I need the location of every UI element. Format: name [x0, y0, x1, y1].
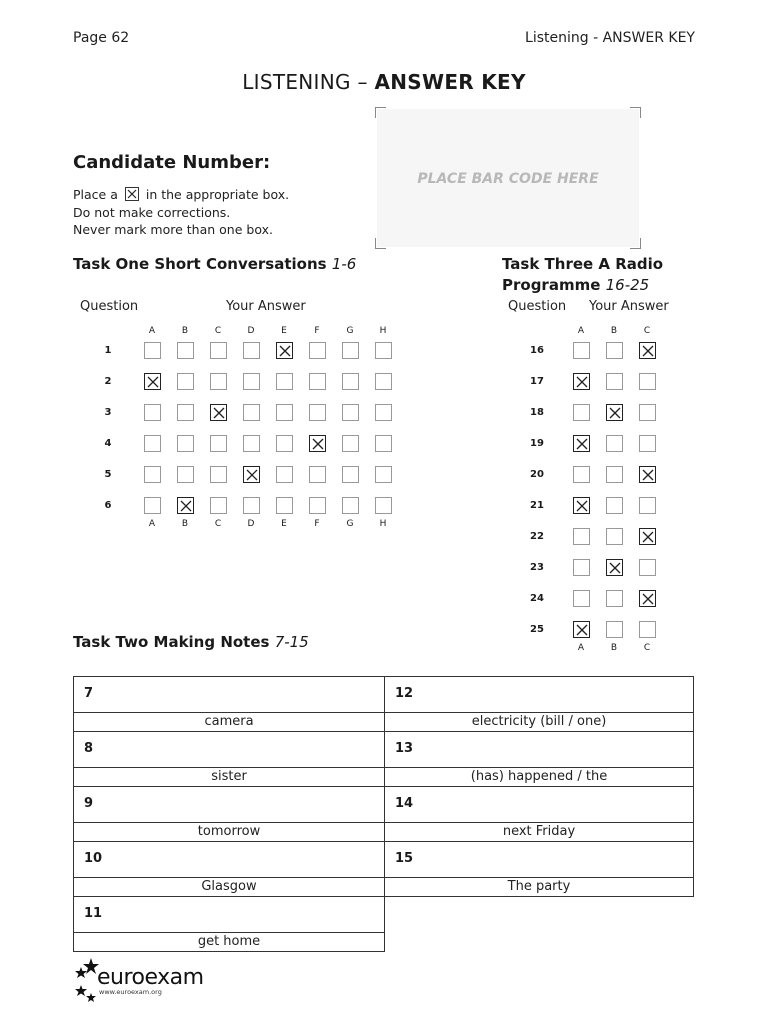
task-one-answer-box-q5-h[interactable]	[375, 466, 392, 483]
task-one-answer-box-q2-a[interactable]	[144, 373, 161, 390]
stars-icon	[73, 957, 99, 1005]
task-one-answer-box-q5-b[interactable]	[177, 466, 194, 483]
task-three-option-label-b: B	[610, 643, 618, 653]
notes-item-9	[73, 786, 385, 842]
notes-answer-field[interactable]: camera	[74, 712, 384, 731]
task-one-answer-box-q1-a[interactable]	[144, 342, 161, 359]
task-one-answer-box-q3-h[interactable]	[375, 404, 392, 421]
task-one-question-number: 3	[104, 407, 112, 418]
task-three-answer-box-q24-b[interactable]	[606, 590, 623, 607]
x-mark-icon	[574, 436, 590, 452]
notes-item-number: 14	[395, 796, 414, 811]
task-one-answer-box-q1-c[interactable]	[210, 342, 227, 359]
notes-answer-field[interactable]: The party	[385, 877, 693, 896]
barcode-placeholder: PLACE BAR CODE HERE	[417, 171, 599, 187]
notes-item-number: 8	[84, 741, 94, 756]
task-three-question-number: 18	[530, 407, 544, 418]
task-three-answer-box-q24-c[interactable]	[639, 590, 656, 607]
notes-item-number: 13	[395, 741, 414, 756]
task-three-question-number: 19	[530, 438, 544, 449]
task-three-answer-box-q19-c[interactable]	[639, 435, 656, 452]
x-mark-icon	[640, 343, 656, 359]
task-one-question-number: 4	[104, 438, 112, 449]
task-one-answer-box-q1-e[interactable]	[276, 342, 293, 359]
task-one-answer-box-q2-e[interactable]	[276, 373, 293, 390]
task-one-answer-box-q4-b[interactable]	[177, 435, 194, 452]
task-three-answer-box-q24-a[interactable]	[573, 590, 590, 607]
task-three-answer-box-q19-a[interactable]	[573, 435, 590, 452]
logo-url: www.euroexam.org	[99, 988, 162, 996]
notes-answer-field[interactable]: tomorrow	[74, 822, 384, 841]
task-three-answer-box-q18-b[interactable]	[606, 404, 623, 421]
task-three-question-label: Question	[508, 299, 567, 314]
task-one-answer-box-q5-c[interactable]	[210, 466, 227, 483]
task-one-option-label-c: C	[214, 519, 222, 529]
logo-wordmark: euroexam	[97, 965, 204, 990]
task-one-option-label-c: C	[214, 326, 222, 336]
candidate-number-title: Candidate Number:	[73, 152, 271, 173]
task-one-answer-box-q4-h[interactable]	[375, 435, 392, 452]
notes-item-15	[384, 841, 694, 897]
x-mark-icon	[310, 436, 326, 452]
page-title	[0, 70, 768, 94]
notes-answer-field[interactable]: get home	[74, 932, 384, 951]
task-three-answer-box-q23-a[interactable]	[573, 559, 590, 576]
task-one-answer-box-q1-d[interactable]	[243, 342, 260, 359]
notes-item-13	[384, 731, 694, 787]
task-one-answer-box-q6-g[interactable]	[342, 497, 359, 514]
notes-item-number: 10	[84, 851, 103, 866]
task-three-option-label-c: C	[643, 326, 651, 336]
task-one-option-label-d: D	[247, 326, 255, 336]
x-mark-icon	[607, 560, 623, 576]
task-three-question-number: 23	[530, 562, 544, 573]
notes-item-10	[73, 841, 385, 897]
task-three-answer-label: Your Answer	[589, 299, 669, 314]
x-mark-icon	[178, 498, 194, 514]
task-one-answer-box-q5-g[interactable]	[342, 466, 359, 483]
x-mark-icon	[277, 343, 293, 359]
task-three-question-number: 24	[530, 593, 544, 604]
notes-item-number: 9	[84, 796, 94, 811]
task-one-answer-box-q6-b[interactable]	[177, 497, 194, 514]
task-one-option-label-h: H	[379, 326, 387, 336]
notes-item-number: 15	[395, 851, 414, 866]
task-one-answer-box-q4-f[interactable]	[309, 435, 326, 452]
instruction-line-2: Do not make corrections.	[73, 205, 231, 220]
task-three-answer-box-q17-b[interactable]	[606, 373, 623, 390]
euroexam-logo	[73, 957, 203, 1005]
x-mark-icon	[574, 498, 590, 514]
task-three-answer-box-q22-c[interactable]	[639, 528, 656, 545]
task-three-answer-box-q23-b[interactable]	[606, 559, 623, 576]
task-one-question-number: 5	[104, 469, 112, 480]
notes-item-8	[73, 731, 385, 787]
task-three-title: Task Three A Radio Programme 16-25	[502, 255, 664, 294]
task-two-title: Task Two Making Notes 7-15	[73, 633, 309, 651]
task-three-answer-box-q16-a[interactable]	[573, 342, 590, 359]
task-one-answer-box-q2-c[interactable]	[210, 373, 227, 390]
task-one-option-label-b: B	[181, 326, 189, 336]
task-one-question-label: Question	[80, 299, 139, 314]
task-three-answer-box-q20-b[interactable]	[606, 466, 623, 483]
task-three-answer-box-q20-a[interactable]	[573, 466, 590, 483]
instruction-line-3: Never mark more than one box.	[73, 222, 273, 237]
task-three-question-number: 16	[530, 345, 544, 356]
task-three-answer-box-q23-c[interactable]	[639, 559, 656, 576]
x-mark-icon	[574, 374, 590, 390]
task-three-answer-box-q21-c[interactable]	[639, 497, 656, 514]
task-one-answer-box-q2-h[interactable]	[375, 373, 392, 390]
task-three-question-number: 22	[530, 531, 544, 542]
x-mark-icon	[244, 467, 260, 483]
notes-item-number: 11	[84, 906, 103, 921]
task-three-option-label-a: A	[577, 326, 585, 336]
instruction-line-1: Place a in the appropriate box.	[73, 187, 290, 202]
task-three-answer-box-q22-b[interactable]	[606, 528, 623, 545]
task-one-answer-box-q1-b[interactable]	[177, 342, 194, 359]
task-one-answer-box-q3-f[interactable]	[309, 404, 326, 421]
task-three-option-label-b: B	[610, 326, 618, 336]
task-three-question-number: 25	[530, 624, 544, 635]
task-three-answer-box-q22-a[interactable]	[573, 528, 590, 545]
x-mark-icon	[640, 591, 656, 607]
task-three-answer-box-q16-c[interactable]	[639, 342, 656, 359]
task-one-answer-box-q4-c[interactable]	[210, 435, 227, 452]
task-one-option-label-g: G	[346, 519, 354, 529]
x-mark-icon	[145, 374, 161, 390]
task-one-answer-box-q5-d[interactable]	[243, 466, 260, 483]
section-label: Listening - ANSWER KEY	[525, 30, 695, 46]
task-three-question-number: 17	[530, 376, 544, 387]
task-one-answer-box-q6-e[interactable]	[276, 497, 293, 514]
task-one-answer-box-q3-g[interactable]	[342, 404, 359, 421]
x-mark-icon	[574, 622, 590, 638]
notes-answer-field[interactable]: (has) happened / the	[385, 767, 693, 786]
notes-item-number: 7	[84, 686, 94, 701]
task-one-answer-box-q4-d[interactable]	[243, 435, 260, 452]
task-one-option-label-g: G	[346, 326, 354, 336]
task-one-option-label-e: E	[281, 519, 287, 529]
task-one-answer-box-q5-a[interactable]	[144, 466, 161, 483]
task-three-answer-box-q25-c[interactable]	[639, 621, 656, 638]
task-one-question-number: 1	[104, 345, 112, 356]
task-one-option-label-e: E	[281, 326, 287, 336]
task-one-answer-box-q5-e[interactable]	[276, 466, 293, 483]
task-three-answer-box-q17-a[interactable]	[573, 373, 590, 390]
notes-item-14	[384, 786, 694, 842]
x-mark-icon	[640, 529, 656, 545]
notes-item-number: 12	[395, 686, 414, 701]
task-three-question-number: 21	[530, 500, 544, 511]
notes-item-7	[73, 676, 385, 732]
task-three-answer-box-q18-c[interactable]	[639, 404, 656, 421]
task-three-answer-box-q18-a[interactable]	[573, 404, 590, 421]
task-one-option-label-h: H	[379, 519, 387, 529]
task-one-answer-box-q2-b[interactable]	[177, 373, 194, 390]
task-three-option-label-a: A	[577, 643, 585, 653]
notes-item-11	[73, 896, 385, 952]
notes-answer-field[interactable]: sister	[74, 767, 384, 786]
task-one-title: Task One Short Conversations 1-6	[73, 255, 357, 273]
task-one-answer-box-q6-f[interactable]	[309, 497, 326, 514]
task-one-answer-box-q1-f[interactable]	[309, 342, 326, 359]
task-one-answer-label: Your Answer	[226, 299, 306, 314]
task-one-question-number: 6	[104, 500, 112, 511]
task-one-answer-box-q5-f[interactable]	[309, 466, 326, 483]
task-one-option-label-d: D	[247, 519, 255, 529]
task-three-answer-box-q25-b[interactable]	[606, 621, 623, 638]
task-one-answer-box-q3-a[interactable]	[144, 404, 161, 421]
task-one-answer-box-q1-g[interactable]	[342, 342, 359, 359]
task-three-answer-box-q21-b[interactable]	[606, 497, 623, 514]
task-one-option-label-b: B	[181, 519, 189, 529]
task-three-option-label-c: C	[643, 643, 651, 653]
task-three-answer-box-q16-b[interactable]	[606, 342, 623, 359]
task-one-answer-box-q1-h[interactable]	[375, 342, 392, 359]
task-one-option-label-a: A	[148, 519, 156, 529]
task-three-answer-box-q25-a[interactable]	[573, 621, 590, 638]
x-mark-icon	[607, 405, 623, 421]
task-one-option-label-a: A	[148, 326, 156, 336]
task-one-answer-box-q2-g[interactable]	[342, 373, 359, 390]
title-normal: LISTENING –	[242, 70, 368, 94]
notes-answer-field[interactable]: electricity (bill / one)	[385, 712, 693, 731]
task-one-answer-box-q6-h[interactable]	[375, 497, 392, 514]
task-one-answer-box-q3-c[interactable]	[210, 404, 227, 421]
task-three-answer-box-q21-a[interactable]	[573, 497, 590, 514]
task-one-answer-box-q4-e[interactable]	[276, 435, 293, 452]
task-one-answer-box-q3-e[interactable]	[276, 404, 293, 421]
page-number: Page 62	[73, 30, 130, 46]
task-one-answer-box-q4-g[interactable]	[342, 435, 359, 452]
task-one-question-number: 2	[104, 376, 112, 387]
x-mark-icon	[125, 187, 139, 201]
task-one-answer-box-q2-d[interactable]	[243, 373, 260, 390]
notes-answer-field[interactable]: Glasgow	[74, 877, 384, 896]
task-three-answer-box-q20-c[interactable]	[639, 466, 656, 483]
task-one-answer-box-q6-d[interactable]	[243, 497, 260, 514]
task-one-answer-box-q6-a[interactable]	[144, 497, 161, 514]
task-one-answer-box-q6-c[interactable]	[210, 497, 227, 514]
barcode-area	[375, 107, 641, 249]
task-one-answer-box-q3-b[interactable]	[177, 404, 194, 421]
task-one-option-label-f: F	[314, 519, 320, 529]
task-one-answer-box-q2-f[interactable]	[309, 373, 326, 390]
x-mark-icon	[640, 467, 656, 483]
task-three-question-number: 20	[530, 469, 544, 480]
x-mark-icon	[211, 405, 227, 421]
task-one-answer-box-q3-d[interactable]	[243, 404, 260, 421]
task-three-answer-box-q17-c[interactable]	[639, 373, 656, 390]
notes-table	[73, 676, 695, 952]
title-bold: ANSWER KEY	[374, 70, 526, 94]
notes-item-12	[384, 676, 694, 732]
task-one-answer-box-q4-a[interactable]	[144, 435, 161, 452]
task-one-option-label-f: F	[314, 326, 320, 336]
task-three-answer-box-q19-b[interactable]	[606, 435, 623, 452]
notes-answer-field[interactable]: next Friday	[385, 822, 693, 841]
